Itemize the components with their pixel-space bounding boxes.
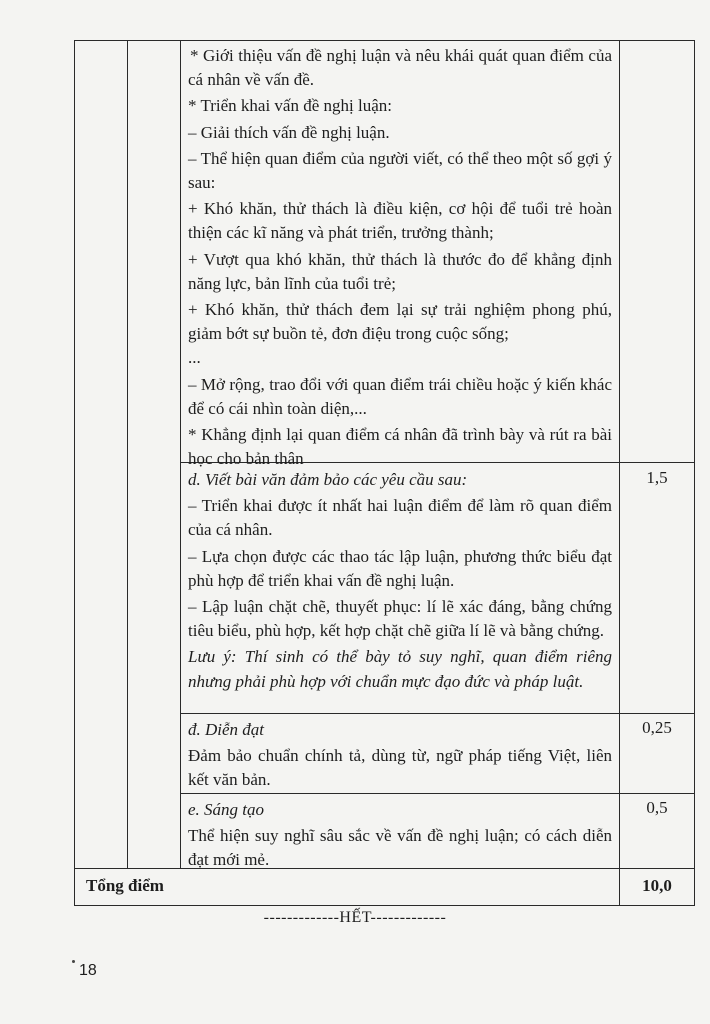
block-c-line: + Vượt qua khó khăn, thử thách là thước đo để khẳng định năng lực, bản lĩnh của tuổi trẻ;	[188, 249, 612, 293]
block-d-note: Lưu ý: Thí sinh có thể bày tỏ suy nghĩ, quan điểm riêng nhưng phải phù hợp với chuẩn mực đạo đức và pháp luật.	[188, 647, 612, 691]
row-divider-dd	[180, 713, 695, 714]
block-c-line: * Triển khai vấn đề nghị luận:	[188, 96, 392, 116]
block-dd-score: 0,25	[642, 718, 672, 737]
block-e-heading: e. Sáng tạo	[188, 800, 265, 819]
block-c-line: + Khó khăn, thử thách là điều kiện, cơ hội để tuổi trẻ hoàn thiện các kĩ năng và phát triển, trưởng thành;	[188, 199, 612, 243]
block-d-item: – Lựa chọn được các thao tác lập luận, phương thức biểu đạt phù hợp để triển khai vấn đề nghị luận.	[188, 546, 612, 590]
total-score: 10,0	[642, 876, 672, 895]
block-e-score: 0,5	[646, 798, 668, 817]
block-dd-text: Đảm bảo chuẩn chính tả, dùng từ, ngữ pháp tiếng Việt, liên kết văn bản.	[188, 746, 612, 790]
block-dd-content	[188, 718, 612, 793]
block-c-line: ...	[188, 348, 201, 368]
block-c-line: * Giới thiệu vấn đề nghị luận và nêu khái quát quan điểm của cá nhân về vấn đề.	[188, 46, 612, 90]
block-d-item: – Lập luận chặt chẽ, thuyết phục: lí lẽ xác đáng, bằng chứng tiêu biểu, phù hợp, kết hợp chặt chẽ giữa lí lẽ và bằng chứng.	[188, 597, 612, 641]
total-label: Tổng điểm	[86, 876, 164, 895]
block-c-line: – Mở rộng, trao đổi với quan điểm trái chiều hoặc ý kiến khác để có cái nhìn toàn diện,...	[188, 374, 612, 418]
col-divider-2	[180, 40, 181, 868]
block-e-text: Thể hiện suy nghĩ sâu sắc về vấn đề nghị luận; có cách diễn đạt mới mẻ.	[188, 826, 612, 870]
block-c-line: – Giải thích vấn đề nghị luận.	[188, 122, 390, 142]
page-dot	[72, 960, 75, 963]
end-mark: -------------HẾT-------------	[263, 909, 447, 926]
block-d-score: 1,5	[646, 468, 668, 487]
block-d-content	[188, 468, 612, 694]
block-d-heading: d. Viết bài văn đảm bảo các yêu cầu sau:	[188, 470, 468, 489]
block-c-line: + Khó khăn, thử thách đem lại sự trải nghiệm phong phú, giảm bớt sự buồn tẻ, đơn điệu trong cuộc sống;	[188, 300, 612, 344]
block-c-line: * Khẳng định lại quan điểm cá nhân đã trình bày và rút ra bài học cho bản thân	[188, 425, 612, 469]
block-c-content	[188, 44, 612, 471]
row-divider-e	[180, 793, 695, 794]
block-e-content	[188, 798, 612, 873]
block-dd-heading: đ. Diễn đạt	[188, 720, 265, 739]
col-divider-1	[127, 40, 128, 868]
block-d-item: – Triển khai được ít nhất hai luận điểm để làm rõ quan điểm của cá nhân.	[188, 496, 612, 540]
block-c-line: – Thể hiện quan điểm của người viết, có thể theo một số gợi ý sau:	[188, 148, 612, 193]
page-number: 18	[79, 962, 97, 979]
